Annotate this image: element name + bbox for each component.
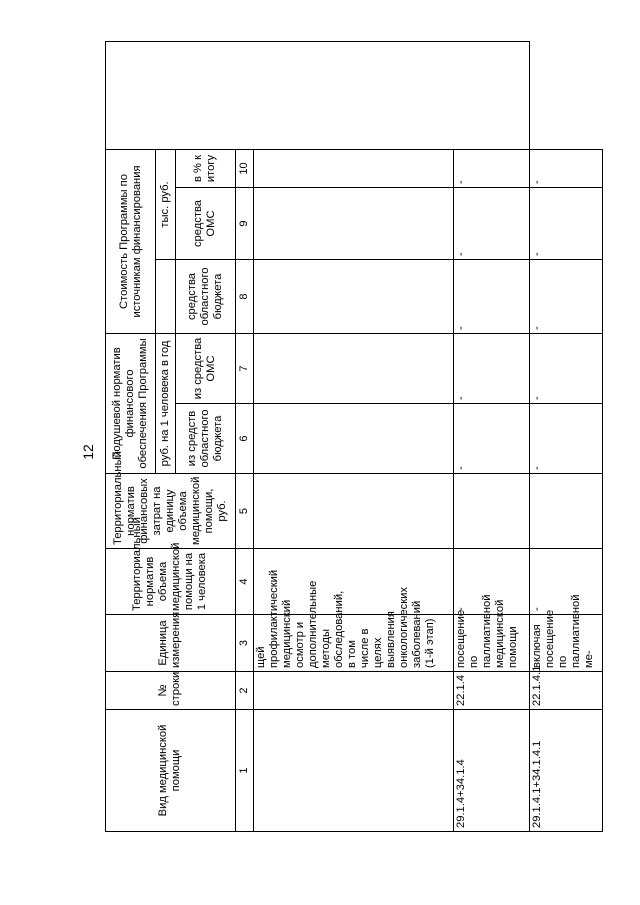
rotated-table-wrapper [105,62,603,832]
row-c10: - [453,150,529,188]
header-vid: Вид медицинской помощи [106,710,236,832]
header-cost-unit: тыс. руб. [156,150,175,260]
row-unit: посещение по паллиативной медицинской помощи [453,615,529,672]
row-c9 [254,188,454,260]
row-c6: - [529,404,603,474]
header-per-capita-unit: руб. на 1 человека в год [156,334,175,474]
row-vid: 29.1.4.1+34.1.4.1 [529,710,603,832]
page-number: 12 [79,444,96,460]
row-c8: - [453,260,529,334]
header-norm-cost: Территориальный норматив финансовых затрат на единицу объема медицинской помощи, руб. [106,474,236,549]
row-no [254,672,454,710]
row-no: 22.1.4 [453,672,529,710]
row-unit: включая посещение по паллиативной ме- [529,615,603,672]
row-unit: щей профилактический медицинский осмотр и дополнительные методы обследований, в том числе в целях выявления онкологических заболеваний (1-й этап) [254,615,454,672]
header-pc-oms: из средства ОМС [175,334,235,404]
row-no: 22.1.4.1 [529,672,603,710]
row-c7: - [529,334,603,404]
table-row [254,42,454,832]
col-number-7: 7 [235,334,253,404]
row-c7 [254,334,454,404]
header-cost-blank [156,260,175,334]
col-number-8: 8 [235,260,253,334]
header-cost-oms: средства ОМС [175,188,235,260]
col-number-6: 6 [235,404,253,474]
col-number-9: 9 [235,188,253,260]
header-per-capita: Подушевой норматив финансового обеспечения Программы [106,334,156,474]
row-c5 [254,474,454,549]
row-c10: - [529,150,603,188]
col-number-1: 1 [235,710,253,832]
row-c5 [453,474,529,549]
row-c6: - [453,404,529,474]
blank-right-column [106,42,530,150]
row-vid: 29.1.4+34.1.4 [453,710,529,832]
header-cost-pct: в % к итогу [175,150,235,188]
row-c9: - [529,188,603,260]
program-cost-table [105,41,603,832]
row-c4: - [453,549,529,615]
col-number-4: 4 [235,549,253,615]
row-vid [254,710,454,832]
table-row [453,42,529,832]
row-c7: - [453,334,529,404]
table-row [529,42,603,832]
header-row-no: № строки [106,672,236,710]
header-cost: Стоимость Программы по источникам финансирования [106,150,156,334]
header-unit: Единица измерения [106,615,236,672]
col-number-5: 5 [235,474,253,549]
row-c8: - [529,260,603,334]
header-norm-volume: Территориальный норматив объема медицинской помощи на 1 человека [106,549,236,615]
header-pc-budget: из средств областного бюджета [175,404,235,474]
table-stage [105,62,603,832]
row-c4: - [529,549,603,615]
row-c10 [254,150,454,188]
header-cost-budget: средства областного бюджета [175,260,235,334]
col-number-2: 2 [235,672,253,710]
row-c8 [254,260,454,334]
col-number-3: 3 [235,615,253,672]
row-c5 [529,474,603,549]
row-c9: - [453,188,529,260]
col-number-10: 10 [235,150,253,188]
row-c6 [254,404,454,474]
